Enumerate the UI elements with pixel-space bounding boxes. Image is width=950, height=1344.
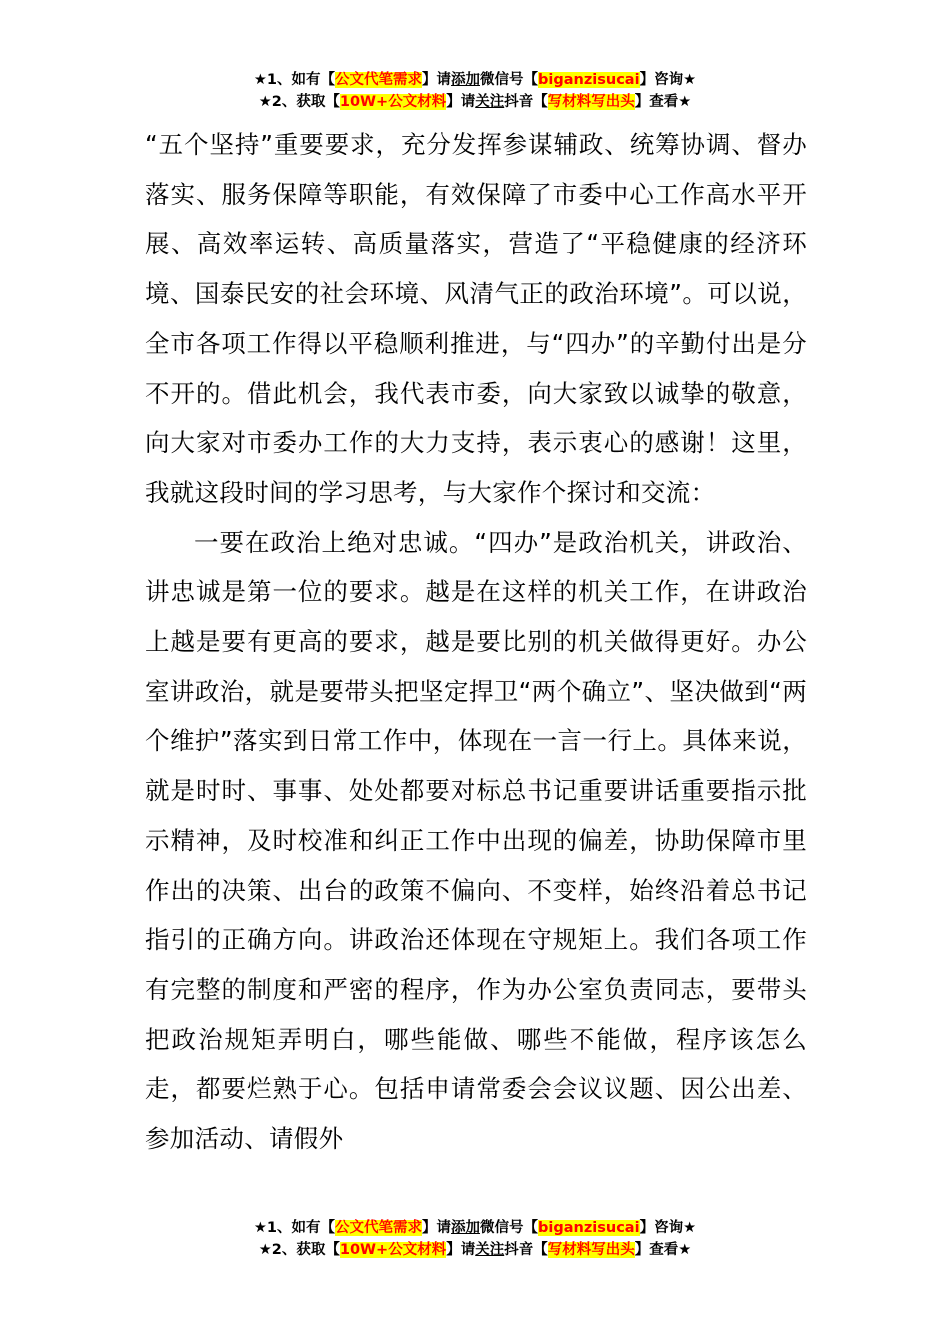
emphasis-add: 添加 <box>451 72 481 88</box>
banner-text: 1、如有【 <box>266 72 336 88</box>
highlight-douyin-account: 写材料写出头 <box>547 1242 635 1258</box>
document-body <box>145 120 807 1164</box>
banner-text: 】咨询★ <box>639 1220 697 1236</box>
banner-text: 抖音【 <box>504 94 548 110</box>
banner-text: 】查看★ <box>634 1242 692 1258</box>
highlight-materials: 10W+公文材料 <box>339 94 447 110</box>
banner-text: 微信号【 <box>480 1220 539 1236</box>
header-banner <box>0 69 950 113</box>
highlight-service: 公文代笔需求 <box>335 72 423 88</box>
banner-text: 1、如有【 <box>266 1220 336 1236</box>
banner-text: 】查看★ <box>634 94 692 110</box>
banner-text: 】咨询★ <box>639 72 697 88</box>
body-paragraph: 一要在政治上绝对忠诚。“四办”是政治机关，讲政治、讲忠诚是第一位的要求。越是在这样的机关工作，在讲政治上越是要有更高的要求，越是要比别的机关做得更好。办公室讲政治，就是要带头把坚定捍卫“两个确立”、坚决做到“两个维护”落实到日常工作中，体现在一言一行上。具体来说，就是时时、事事、处处都要对标总书记重要讲话重要指示批示精神，及时校准和纠正工作中出现的偏差，协助保障市里作出的决策、出台的政策不偏向、不变样，始终沿着总书记指引的正确方向。讲政治还体现在守规矩上。我们各项工作有完整的制度和严密的程序，作为办公室负责同志，要带头把政治规矩弄明白，哪些能做、哪些不能做，程序该怎么走，都要烂熟于心。包括申请常委会会议议题、因公出差、参加活动、请假外 <box>145 527 807 1154</box>
star-icon: ★ <box>253 72 267 88</box>
banner-text: 微信号【 <box>480 72 539 88</box>
body-paragraph: “五个坚持”重要要求，充分发挥参谋辅政、统筹协调、督办落实、服务保障等职能，有效保障了市委中心工作高水平开展、高效率运转、高质量落实，营造了“平稳健康的经济环境、国泰民安的社会环境、风清气正的政治环境”。可以说，全市各项工作得以平稳顺利推进，与“四办”的辛勤付出是分不开的。借此机会，我代表市委，向大家致以诚挚的敬意，向大家对市委办工作的大力支持，表示衷心的感谢！这里，我就这段时间的学习思考，与大家作个探讨和交流： <box>145 130 807 507</box>
banner-line-2 <box>0 1239 950 1261</box>
star-icon: ★ <box>258 1242 272 1258</box>
emphasis-follow: 关注 <box>475 94 505 110</box>
highlight-wechat-id: biganzisucai <box>538 72 640 88</box>
banner-text: 】请 <box>446 1242 476 1258</box>
emphasis-add: 添加 <box>451 1220 481 1236</box>
banner-text: 】请 <box>422 72 452 88</box>
banner-text: 】请 <box>422 1220 452 1236</box>
star-icon: ★ <box>253 1220 267 1236</box>
banner-text: 2、获取【 <box>271 1242 340 1258</box>
banner-line-2 <box>0 91 950 113</box>
emphasis-follow: 关注 <box>475 1242 505 1258</box>
star-icon: ★ <box>258 94 272 110</box>
highlight-douyin-account: 写材料写出头 <box>547 94 635 110</box>
highlight-materials: 10W+公文材料 <box>339 1242 447 1258</box>
footer-banner <box>0 1217 950 1261</box>
banner-line-1 <box>0 69 950 91</box>
banner-text: 】请 <box>446 94 476 110</box>
banner-line-1 <box>0 1217 950 1239</box>
highlight-service: 公文代笔需求 <box>335 1220 423 1236</box>
highlight-wechat-id: biganzisucai <box>538 1220 640 1236</box>
banner-text: 2、获取【 <box>271 94 340 110</box>
banner-text: 抖音【 <box>504 1242 548 1258</box>
